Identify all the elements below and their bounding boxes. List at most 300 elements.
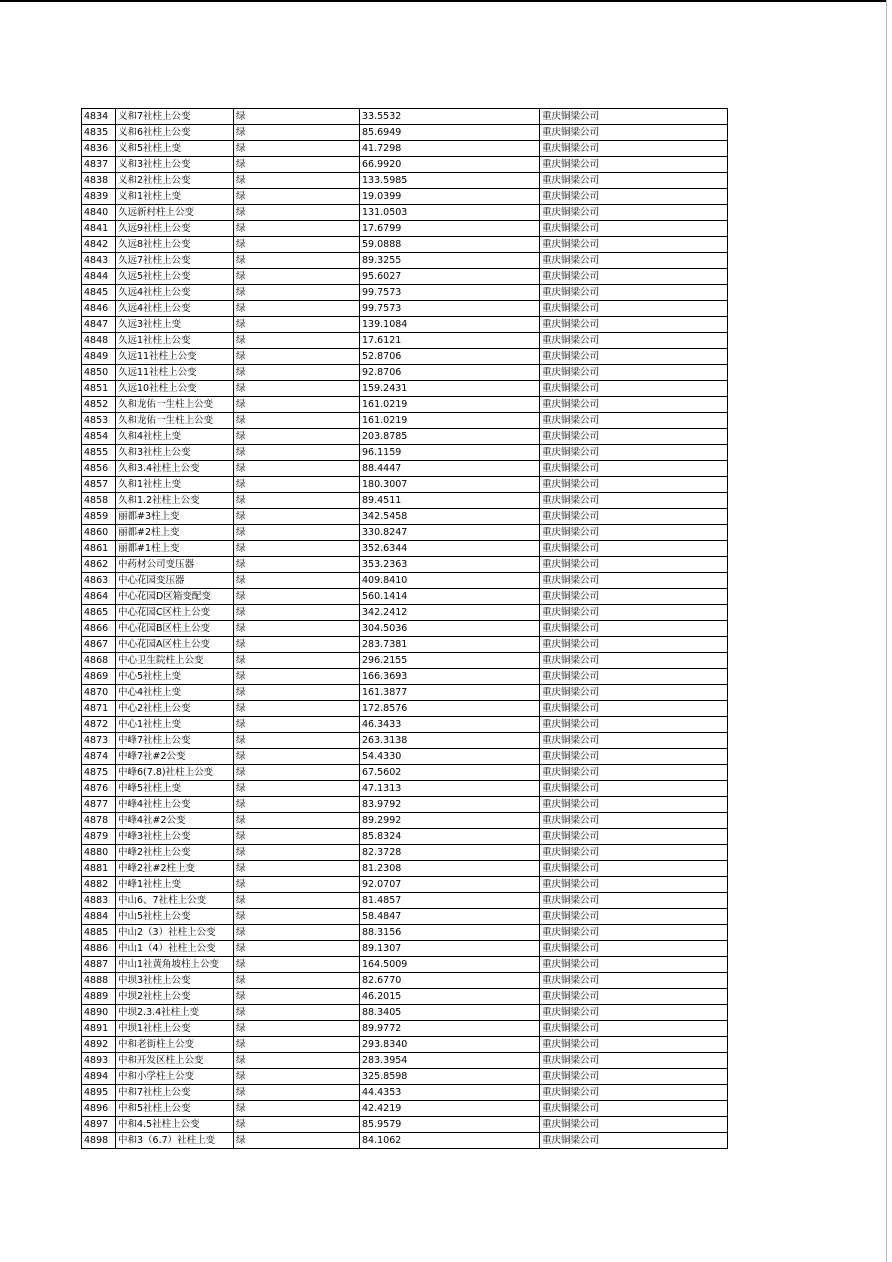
value-cell: 59.0888 <box>360 237 540 253</box>
company-cell: 重庆铜梁公司 <box>540 781 728 797</box>
table-row <box>82 957 728 973</box>
table-row <box>82 189 728 205</box>
row-id-cell: 4850 <box>82 365 116 381</box>
status-cell: 绿 <box>234 733 360 749</box>
value-cell: 88.3156 <box>360 925 540 941</box>
row-id-cell: 4851 <box>82 381 116 397</box>
station-name-cell: 久远4社柱上公变 <box>116 301 234 317</box>
status-cell: 绿 <box>234 781 360 797</box>
company-cell: 重庆铜梁公司 <box>540 797 728 813</box>
company-cell: 重庆铜梁公司 <box>540 1085 728 1101</box>
status-cell: 绿 <box>234 317 360 333</box>
table-row <box>82 381 728 397</box>
row-id-cell: 4896 <box>82 1101 116 1117</box>
status-cell: 绿 <box>234 237 360 253</box>
station-name-cell: 中峰5社柱上变 <box>116 781 234 797</box>
status-cell: 绿 <box>234 269 360 285</box>
row-id-cell: 4861 <box>82 541 116 557</box>
value-cell: 83.9792 <box>360 797 540 813</box>
status-cell: 绿 <box>234 1085 360 1101</box>
station-name-cell: 中心花园D区箱变配变 <box>116 589 234 605</box>
status-cell: 绿 <box>234 621 360 637</box>
station-name-cell: 久远新村柱上公变 <box>116 205 234 221</box>
station-name-cell: 中和开发区柱上公变 <box>116 1053 234 1069</box>
status-cell: 绿 <box>234 397 360 413</box>
row-id-cell: 4884 <box>82 909 116 925</box>
value-cell: 19.0399 <box>360 189 540 205</box>
station-name-cell: 中峰3社柱上公变 <box>116 829 234 845</box>
company-cell: 重庆铜梁公司 <box>540 1117 728 1133</box>
row-id-cell: 4855 <box>82 445 116 461</box>
company-cell: 重庆铜梁公司 <box>540 1053 728 1069</box>
value-cell: 17.6799 <box>360 221 540 237</box>
table-row <box>82 349 728 365</box>
table-row <box>82 237 728 253</box>
status-cell: 绿 <box>234 701 360 717</box>
status-cell: 绿 <box>234 301 360 317</box>
row-id-cell: 4877 <box>82 797 116 813</box>
table-row <box>82 829 728 845</box>
company-cell: 重庆铜梁公司 <box>540 445 728 461</box>
table-row <box>82 333 728 349</box>
status-cell: 绿 <box>234 285 360 301</box>
table-row <box>82 621 728 637</box>
station-name-cell: 中山2（3）社柱上公变 <box>116 925 234 941</box>
row-id-cell: 4848 <box>82 333 116 349</box>
row-id-cell: 4883 <box>82 893 116 909</box>
status-cell: 绿 <box>234 589 360 605</box>
company-cell: 重庆铜梁公司 <box>540 461 728 477</box>
company-cell: 重庆铜梁公司 <box>540 349 728 365</box>
company-cell: 重庆铜梁公司 <box>540 221 728 237</box>
station-name-cell: 中和5社柱上公变 <box>116 1101 234 1117</box>
company-cell: 重庆铜梁公司 <box>540 893 728 909</box>
company-cell: 重庆铜梁公司 <box>540 957 728 973</box>
value-cell: 296.2155 <box>360 653 540 669</box>
status-cell: 绿 <box>234 845 360 861</box>
table-row <box>82 157 728 173</box>
table-row <box>82 909 728 925</box>
status-cell: 绿 <box>234 173 360 189</box>
value-cell: 89.4511 <box>360 493 540 509</box>
status-cell: 绿 <box>234 205 360 221</box>
row-id-cell: 4876 <box>82 781 116 797</box>
status-cell: 绿 <box>234 509 360 525</box>
company-cell: 重庆铜梁公司 <box>540 685 728 701</box>
status-cell: 绿 <box>234 765 360 781</box>
company-cell: 重庆铜梁公司 <box>540 541 728 557</box>
company-cell: 重庆铜梁公司 <box>540 669 728 685</box>
station-name-cell: 义和2社柱上公变 <box>116 173 234 189</box>
company-cell: 重庆铜梁公司 <box>540 573 728 589</box>
value-cell: 342.5458 <box>360 509 540 525</box>
status-cell: 绿 <box>234 477 360 493</box>
station-name-cell: 中心4社柱上变 <box>116 685 234 701</box>
value-cell: 560.1414 <box>360 589 540 605</box>
value-cell: 84.1062 <box>360 1133 540 1149</box>
table-row <box>82 669 728 685</box>
row-id-cell: 4887 <box>82 957 116 973</box>
value-cell: 92.0707 <box>360 877 540 893</box>
table-row <box>82 125 728 141</box>
row-id-cell: 4859 <box>82 509 116 525</box>
value-cell: 353.2363 <box>360 557 540 573</box>
row-id-cell: 4882 <box>82 877 116 893</box>
station-name-cell: 中药材公司变压器 <box>116 557 234 573</box>
value-cell: 89.1307 <box>360 941 540 957</box>
station-name-cell: 中坝1社柱上公变 <box>116 1021 234 1037</box>
table-row <box>82 573 728 589</box>
station-name-cell: 中和老街柱上公变 <box>116 1037 234 1053</box>
table-row <box>82 733 728 749</box>
company-cell: 重庆铜梁公司 <box>540 365 728 381</box>
value-cell: 133.5985 <box>360 173 540 189</box>
table-row <box>82 1037 728 1053</box>
table-row <box>82 605 728 621</box>
table-row <box>82 1053 728 1069</box>
value-cell: 33.5532 <box>360 109 540 125</box>
station-name-cell: 中心2社柱上公变 <box>116 701 234 717</box>
row-id-cell: 4893 <box>82 1053 116 1069</box>
company-cell: 重庆铜梁公司 <box>540 845 728 861</box>
status-cell: 绿 <box>234 861 360 877</box>
table-row <box>82 861 728 877</box>
status-cell: 绿 <box>234 493 360 509</box>
company-cell: 重庆铜梁公司 <box>540 765 728 781</box>
status-cell: 绿 <box>234 445 360 461</box>
station-name-cell: 中峰7社柱上公变 <box>116 733 234 749</box>
table-row <box>82 397 728 413</box>
value-cell: 96.1159 <box>360 445 540 461</box>
table-row <box>82 173 728 189</box>
row-id-cell: 4868 <box>82 653 116 669</box>
status-cell: 绿 <box>234 189 360 205</box>
table-row <box>82 845 728 861</box>
company-cell: 重庆铜梁公司 <box>540 237 728 253</box>
value-cell: 95.6027 <box>360 269 540 285</box>
row-id-cell: 4847 <box>82 317 116 333</box>
row-id-cell: 4891 <box>82 1021 116 1037</box>
company-cell: 重庆铜梁公司 <box>540 397 728 413</box>
company-cell: 重庆铜梁公司 <box>540 621 728 637</box>
table-row <box>82 1117 728 1133</box>
table-row <box>82 1133 728 1149</box>
status-cell: 绿 <box>234 525 360 541</box>
company-cell: 重庆铜梁公司 <box>540 973 728 989</box>
table-body <box>82 109 728 1149</box>
table-row <box>82 301 728 317</box>
company-cell: 重庆铜梁公司 <box>540 941 728 957</box>
station-name-cell: 久和3.4社柱上公变 <box>116 461 234 477</box>
status-cell: 绿 <box>234 221 360 237</box>
company-cell: 重庆铜梁公司 <box>540 1101 728 1117</box>
table-row <box>82 973 728 989</box>
row-id-cell: 4866 <box>82 621 116 637</box>
company-cell: 重庆铜梁公司 <box>540 1005 728 1021</box>
value-cell: 164.5009 <box>360 957 540 973</box>
row-id-cell: 4862 <box>82 557 116 573</box>
station-name-cell: 丽都#1柱上变 <box>116 541 234 557</box>
status-cell: 绿 <box>234 669 360 685</box>
status-cell: 绿 <box>234 557 360 573</box>
row-id-cell: 4835 <box>82 125 116 141</box>
status-cell: 绿 <box>234 813 360 829</box>
status-cell: 绿 <box>234 605 360 621</box>
company-cell: 重庆铜梁公司 <box>540 285 728 301</box>
row-id-cell: 4872 <box>82 717 116 733</box>
status-cell: 绿 <box>234 893 360 909</box>
value-cell: 263.3138 <box>360 733 540 749</box>
table-row <box>82 461 728 477</box>
station-name-cell: 中坝3社柱上公变 <box>116 973 234 989</box>
company-cell: 重庆铜梁公司 <box>540 381 728 397</box>
page-right-edge <box>886 0 887 1262</box>
table-row <box>82 1101 728 1117</box>
table-row <box>82 541 728 557</box>
row-id-cell: 4880 <box>82 845 116 861</box>
status-cell: 绿 <box>234 253 360 269</box>
table-row <box>82 109 728 125</box>
status-cell: 绿 <box>234 141 360 157</box>
station-name-cell: 中心5社柱上变 <box>116 669 234 685</box>
row-id-cell: 4842 <box>82 237 116 253</box>
station-name-cell: 久远3社柱上变 <box>116 317 234 333</box>
station-name-cell: 中心花园C区柱上公变 <box>116 605 234 621</box>
table-row <box>82 1085 728 1101</box>
status-cell: 绿 <box>234 1037 360 1053</box>
value-cell: 85.9579 <box>360 1117 540 1133</box>
value-cell: 67.5602 <box>360 765 540 781</box>
row-id-cell: 4889 <box>82 989 116 1005</box>
table-row <box>82 685 728 701</box>
row-id-cell: 4860 <box>82 525 116 541</box>
value-cell: 52.8706 <box>360 349 540 365</box>
company-cell: 重庆铜梁公司 <box>540 813 728 829</box>
station-name-cell: 义和3社柱上公变 <box>116 157 234 173</box>
company-cell: 重庆铜梁公司 <box>540 861 728 877</box>
status-cell: 绿 <box>234 1069 360 1085</box>
station-name-cell: 久和1社柱上变 <box>116 477 234 493</box>
row-id-cell: 4857 <box>82 477 116 493</box>
table-row <box>82 1005 728 1021</box>
company-cell: 重庆铜梁公司 <box>540 525 728 541</box>
table-row <box>82 925 728 941</box>
station-name-cell: 义和7社柱上公变 <box>116 109 234 125</box>
value-cell: 159.2431 <box>360 381 540 397</box>
row-id-cell: 4897 <box>82 1117 116 1133</box>
value-cell: 85.8324 <box>360 829 540 845</box>
company-cell: 重庆铜梁公司 <box>540 429 728 445</box>
status-cell: 绿 <box>234 125 360 141</box>
status-cell: 绿 <box>234 653 360 669</box>
station-name-cell: 久远9社柱上公变 <box>116 221 234 237</box>
company-cell: 重庆铜梁公司 <box>540 189 728 205</box>
station-name-cell: 中心卫生院柱上公变 <box>116 653 234 669</box>
company-cell: 重庆铜梁公司 <box>540 701 728 717</box>
table-row <box>82 509 728 525</box>
station-name-cell: 中峰4社#2公变 <box>116 813 234 829</box>
value-cell: 54.4330 <box>360 749 540 765</box>
company-cell: 重庆铜梁公司 <box>540 413 728 429</box>
value-cell: 131.0503 <box>360 205 540 221</box>
row-id-cell: 4869 <box>82 669 116 685</box>
company-cell: 重庆铜梁公司 <box>540 333 728 349</box>
company-cell: 重庆铜梁公司 <box>540 317 728 333</box>
value-cell: 88.3405 <box>360 1005 540 1021</box>
table-row <box>82 253 728 269</box>
table-row <box>82 941 728 957</box>
company-cell: 重庆铜梁公司 <box>540 653 728 669</box>
station-name-cell: 久和3社柱上公变 <box>116 445 234 461</box>
table-row <box>82 269 728 285</box>
status-cell: 绿 <box>234 157 360 173</box>
row-id-cell: 4853 <box>82 413 116 429</box>
row-id-cell: 4863 <box>82 573 116 589</box>
transformer-table <box>81 108 728 1149</box>
value-cell: 161.0219 <box>360 397 540 413</box>
value-cell: 89.9772 <box>360 1021 540 1037</box>
status-cell: 绿 <box>234 349 360 365</box>
company-cell: 重庆铜梁公司 <box>540 205 728 221</box>
value-cell: 283.7381 <box>360 637 540 653</box>
status-cell: 绿 <box>234 573 360 589</box>
table-row <box>82 637 728 653</box>
value-cell: 99.7573 <box>360 285 540 301</box>
table-row <box>82 701 728 717</box>
value-cell: 304.5036 <box>360 621 540 637</box>
row-id-cell: 4846 <box>82 301 116 317</box>
row-id-cell: 4837 <box>82 157 116 173</box>
station-name-cell: 中山1（4）社柱上公变 <box>116 941 234 957</box>
table-row <box>82 205 728 221</box>
row-id-cell: 4839 <box>82 189 116 205</box>
status-cell: 绿 <box>234 1133 360 1149</box>
status-cell: 绿 <box>234 429 360 445</box>
row-id-cell: 4894 <box>82 1069 116 1085</box>
value-cell: 203.8785 <box>360 429 540 445</box>
row-id-cell: 4841 <box>82 221 116 237</box>
value-cell: 44.4353 <box>360 1085 540 1101</box>
table-row <box>82 429 728 445</box>
table-row <box>82 1021 728 1037</box>
row-id-cell: 4858 <box>82 493 116 509</box>
status-cell: 绿 <box>234 541 360 557</box>
status-cell: 绿 <box>234 1117 360 1133</box>
station-name-cell: 丽都#3柱上变 <box>116 509 234 525</box>
row-id-cell: 4852 <box>82 397 116 413</box>
station-name-cell: 丽都#2柱上变 <box>116 525 234 541</box>
station-name-cell: 久远5社柱上公变 <box>116 269 234 285</box>
station-name-cell: 久远4社柱上公变 <box>116 285 234 301</box>
value-cell: 283.3954 <box>360 1053 540 1069</box>
table-row <box>82 317 728 333</box>
status-cell: 绿 <box>234 1053 360 1069</box>
company-cell: 重庆铜梁公司 <box>540 733 728 749</box>
company-cell: 重庆铜梁公司 <box>540 909 728 925</box>
station-name-cell: 中山6、7社柱上公变 <box>116 893 234 909</box>
value-cell: 47.1313 <box>360 781 540 797</box>
value-cell: 166.3693 <box>360 669 540 685</box>
row-id-cell: 4875 <box>82 765 116 781</box>
row-id-cell: 4854 <box>82 429 116 445</box>
station-name-cell: 久和龙佑一生柱上公变 <box>116 397 234 413</box>
row-id-cell: 4888 <box>82 973 116 989</box>
status-cell: 绿 <box>234 925 360 941</box>
value-cell: 41.7298 <box>360 141 540 157</box>
status-cell: 绿 <box>234 685 360 701</box>
value-cell: 352.6344 <box>360 541 540 557</box>
status-cell: 绿 <box>234 957 360 973</box>
station-name-cell: 中峰4社柱上公变 <box>116 797 234 813</box>
value-cell: 172.8576 <box>360 701 540 717</box>
row-id-cell: 4843 <box>82 253 116 269</box>
value-cell: 342.2412 <box>360 605 540 621</box>
table-row <box>82 749 728 765</box>
row-id-cell: 4844 <box>82 269 116 285</box>
station-name-cell: 久远1社柱上公变 <box>116 333 234 349</box>
status-cell: 绿 <box>234 749 360 765</box>
station-name-cell: 中山1社黄角坡柱上公变 <box>116 957 234 973</box>
value-cell: 88.4447 <box>360 461 540 477</box>
station-name-cell: 中心花园变压器 <box>116 573 234 589</box>
value-cell: 42.4219 <box>360 1101 540 1117</box>
status-cell: 绿 <box>234 973 360 989</box>
row-id-cell: 4873 <box>82 733 116 749</box>
table-row <box>82 781 728 797</box>
row-id-cell: 4840 <box>82 205 116 221</box>
station-name-cell: 义和1社柱上变 <box>116 189 234 205</box>
company-cell: 重庆铜梁公司 <box>540 557 728 573</box>
status-cell: 绿 <box>234 797 360 813</box>
table-row <box>82 221 728 237</box>
station-name-cell: 久和1.2社柱上公变 <box>116 493 234 509</box>
row-id-cell: 4838 <box>82 173 116 189</box>
station-name-cell: 久远11社柱上公变 <box>116 365 234 381</box>
row-id-cell: 4865 <box>82 605 116 621</box>
value-cell: 92.8706 <box>360 365 540 381</box>
status-cell: 绿 <box>234 829 360 845</box>
station-name-cell: 中心花园A区柱上公变 <box>116 637 234 653</box>
company-cell: 重庆铜梁公司 <box>540 109 728 125</box>
table-row <box>82 477 728 493</box>
status-cell: 绿 <box>234 461 360 477</box>
status-cell: 绿 <box>234 877 360 893</box>
station-name-cell: 久远10社柱上公变 <box>116 381 234 397</box>
status-cell: 绿 <box>234 941 360 957</box>
table-row <box>82 493 728 509</box>
row-id-cell: 4881 <box>82 861 116 877</box>
station-name-cell: 久远8社柱上公变 <box>116 237 234 253</box>
table-row <box>82 653 728 669</box>
station-name-cell: 中坝2.3.4社柱上变 <box>116 1005 234 1021</box>
status-cell: 绿 <box>234 989 360 1005</box>
station-name-cell: 中心1社柱上变 <box>116 717 234 733</box>
station-name-cell: 中峰7社#2公变 <box>116 749 234 765</box>
company-cell: 重庆铜梁公司 <box>540 749 728 765</box>
row-id-cell: 4879 <box>82 829 116 845</box>
company-cell: 重庆铜梁公司 <box>540 141 728 157</box>
table-row <box>82 141 728 157</box>
row-id-cell: 4834 <box>82 109 116 125</box>
station-name-cell: 中和3（6.7）社柱上变 <box>116 1133 234 1149</box>
table-row <box>82 765 728 781</box>
company-cell: 重庆铜梁公司 <box>540 605 728 621</box>
table-row <box>82 557 728 573</box>
station-name-cell: 中峰2社#2柱上变 <box>116 861 234 877</box>
row-id-cell: 4864 <box>82 589 116 605</box>
status-cell: 绿 <box>234 1021 360 1037</box>
value-cell: 330.8247 <box>360 525 540 541</box>
